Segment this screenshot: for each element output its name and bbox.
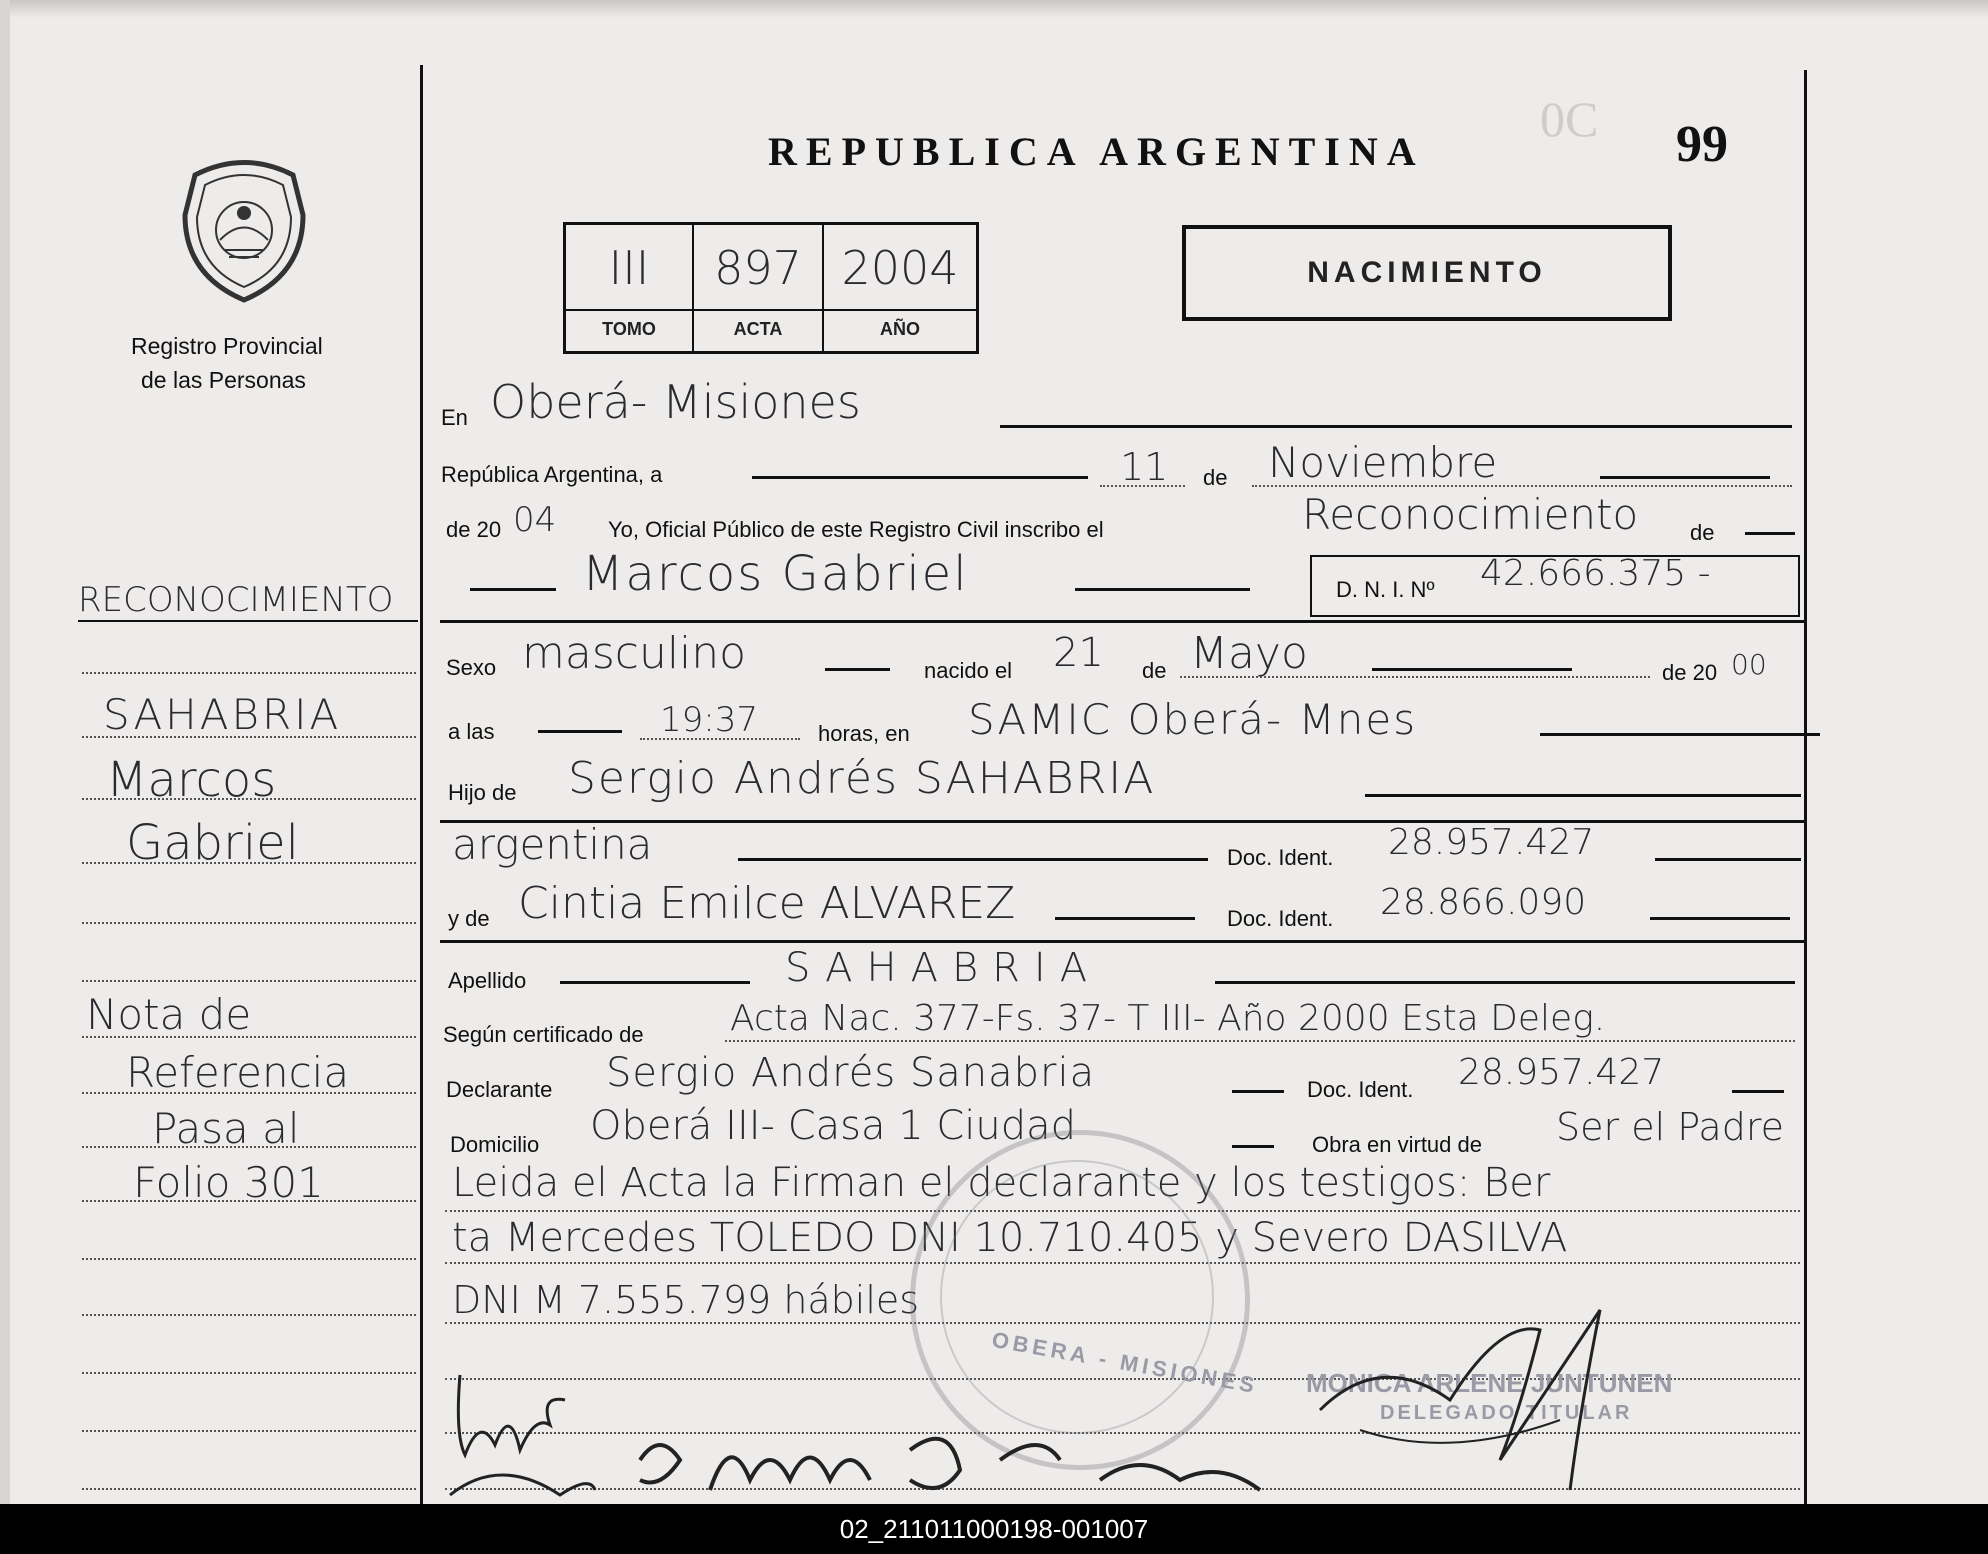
father-nationality: argentina [452,820,653,869]
acta-label: ACTA [694,311,824,351]
province-seal-icon [175,155,313,303]
apellido-value: SAHABRIA [785,945,1102,991]
sexo-value: masculino [522,628,747,679]
birth-year-prefix: de 20 [1662,660,1718,685]
margin-line [82,1430,416,1432]
month-tail-line [1600,476,1770,479]
declarante-label: Declarante [446,1077,553,1102]
margin-tag: RECONOCIMIENTO [78,580,394,620]
margin-line [82,798,416,800]
apellido-lead-line [560,981,750,984]
name-tail-line [1075,588,1250,591]
margin-line [82,1200,416,1202]
margin-line [82,1372,416,1374]
name-lead-line [470,588,556,591]
segun-dots [725,1040,1795,1042]
mother-doc-tail-line [1650,917,1790,920]
anio-value: 2004 [824,225,976,311]
margin-line [82,922,416,924]
margin-line [82,1258,416,1260]
obra-value: Ser el Padre [1556,1105,1784,1149]
domicilio-tail-line [1232,1145,1274,1148]
margin-line [82,1036,416,1038]
margin-note4: Folio 301 [133,1158,324,1207]
margin-note3: Pasa al [152,1104,300,1153]
month-value: Noviembre [1268,438,1498,487]
de-label: de [1203,465,1228,490]
hour-lead-line [538,730,622,733]
section-divider-3 [440,940,1805,943]
acta-value: 897 [694,225,824,311]
margin-line [82,862,416,864]
page-left-edge [0,0,10,1504]
margin-line [82,1092,416,1094]
section-divider-1 [440,620,1805,623]
declarante-doc-label: Doc. Ident. [1307,1077,1414,1102]
father-name: Sergio Andrés SAHABRIA [568,753,1156,804]
right-border [1804,70,1807,1504]
republica-label: República Argentina, a [441,462,663,487]
anio-label: AÑO [880,319,920,339]
declarante-doc: 28.957.427 [1458,1052,1665,1093]
official-role-stamp: DELEGADO TITULAR [1380,1402,1633,1424]
en-value: Oberá- Misiones [490,375,861,429]
registry-name-line2: de las Personas [141,367,306,393]
month-dots [1252,485,1792,487]
declarante-doc-tail-line [1732,1090,1784,1093]
apellido-label: Apellido [448,968,527,993]
hour-value: 19:37 [660,700,758,740]
official-name-stamp: MONICA ARLENE JUNTUNEN [1306,1368,1673,1398]
page-top-edge [0,0,1988,18]
segun-label: Según certificado de [443,1022,644,1047]
margin-line [82,1488,416,1490]
date-line [752,476,1088,479]
faint-stamp: 0C [1540,91,1599,147]
apellido-tail-line [1215,981,1795,984]
declarante-tail-line [1232,1090,1284,1093]
tomo-label: TOMO [566,311,694,351]
domicilio-value: Oberá III- Casa 1 Ciudad [590,1103,1077,1149]
margin-divider [420,65,423,1504]
margin-surname: SAHABRIA [103,690,342,739]
father-doc: 28.957.427 [1388,822,1595,863]
tomo-value: III [566,225,694,311]
birth-month: Mayo [1190,628,1308,679]
mother-doc: 28.866.090 [1380,882,1587,923]
mother-doc-label: Doc. Ident. [1227,906,1334,931]
registry-name-line1: Registro Provincial [131,333,323,359]
dni-label: D. N. I. Nº [1336,577,1435,602]
horas-label: horas, en [818,721,910,746]
document-id-footer: 02_211011000198-001007 [0,1504,1988,1554]
segun-value: Acta Nac. 377-Fs. 37- T III- Año 2000 Esta Deleg. [730,998,1606,1039]
place-tail-line [1540,733,1820,736]
declarant-signature-icon [620,1420,1320,1504]
witness-signature-icon [440,1355,600,1504]
birth-year-suffix: 00 [1731,648,1767,681]
dni-value: 42.666.375 - [1480,553,1711,594]
birth-day: 21 [1053,630,1104,676]
page-number: 99 [1676,116,1728,173]
nationality-tail-line [738,858,1208,861]
domicilio-label: Domicilio [450,1132,540,1157]
round-stamp-text: OBERA - MISIONES [989,1326,1260,1399]
record-type-box: NACIMIENTO [1182,225,1672,321]
birth-dots [1180,676,1650,678]
official-signature-icon [1300,1290,1660,1500]
registry-round-stamp-inner [940,1160,1214,1434]
margin-line [82,1314,416,1316]
yde-label: y de [448,906,490,931]
de2-label: de [1690,520,1715,545]
father-tail-line [1365,794,1801,797]
margin-line [82,1146,416,1148]
de3-label: de [1142,658,1167,683]
mother-tail-line [1055,917,1195,920]
act-tail-line [1745,532,1795,535]
margin-tag-underline [78,620,418,622]
remarks-line-2: ta Mercedes TOLEDO DNI 10.710.405 y Severo DASILVA [452,1215,1568,1261]
birth-tail-line [1372,668,1572,671]
document-title: REPUBLICA ARGENTINA [768,129,1425,174]
yo-label: Yo, Oficial Público de este Registro Civil inscribo el [608,517,1104,542]
day-value: 11 [1120,445,1169,489]
sexo-tail-line [825,668,890,671]
hour-dots [640,738,800,740]
margin-note1: Nota de [86,990,252,1039]
en-label: En [441,405,468,430]
sexo-label: Sexo [446,655,497,680]
record-number-box [563,222,979,354]
father-doc-label: Doc. Ident. [1227,845,1334,870]
place-value: SAMIC Oberá- Mnes [968,695,1418,744]
margin-line [82,672,416,674]
remarks-line-3: DNI M 7.555.799 hábiles [452,1278,920,1322]
act-value: Reconocimiento [1302,490,1639,539]
margin-line [82,736,416,738]
mother-name: Cintia Emilce ALVAREZ [518,878,1016,929]
year-prefix: de 20 [446,517,502,542]
hijo-label: Hijo de [448,780,517,805]
margin-note2: Referencia [126,1048,350,1097]
father-doc-tail-line [1655,858,1801,861]
margin-name1: Marcos [106,752,277,808]
day-dots [1100,485,1185,487]
declarante-value: Sergio Andrés Sanabria [606,1050,1096,1096]
margin-name2: Gabriel [126,815,300,871]
year-suffix: 04 [513,500,557,540]
obra-label: Obra en virtud de [1312,1132,1482,1157]
child-name: Marcos Gabriel [582,546,969,602]
alas-label: a las [448,719,495,744]
margin-line [82,980,416,982]
en-line [1000,425,1792,428]
remarks-line-1: Leida el Acta la Firman el declarante y los testigos: Ber [452,1160,1551,1206]
nacido-label: nacido el [924,658,1013,683]
